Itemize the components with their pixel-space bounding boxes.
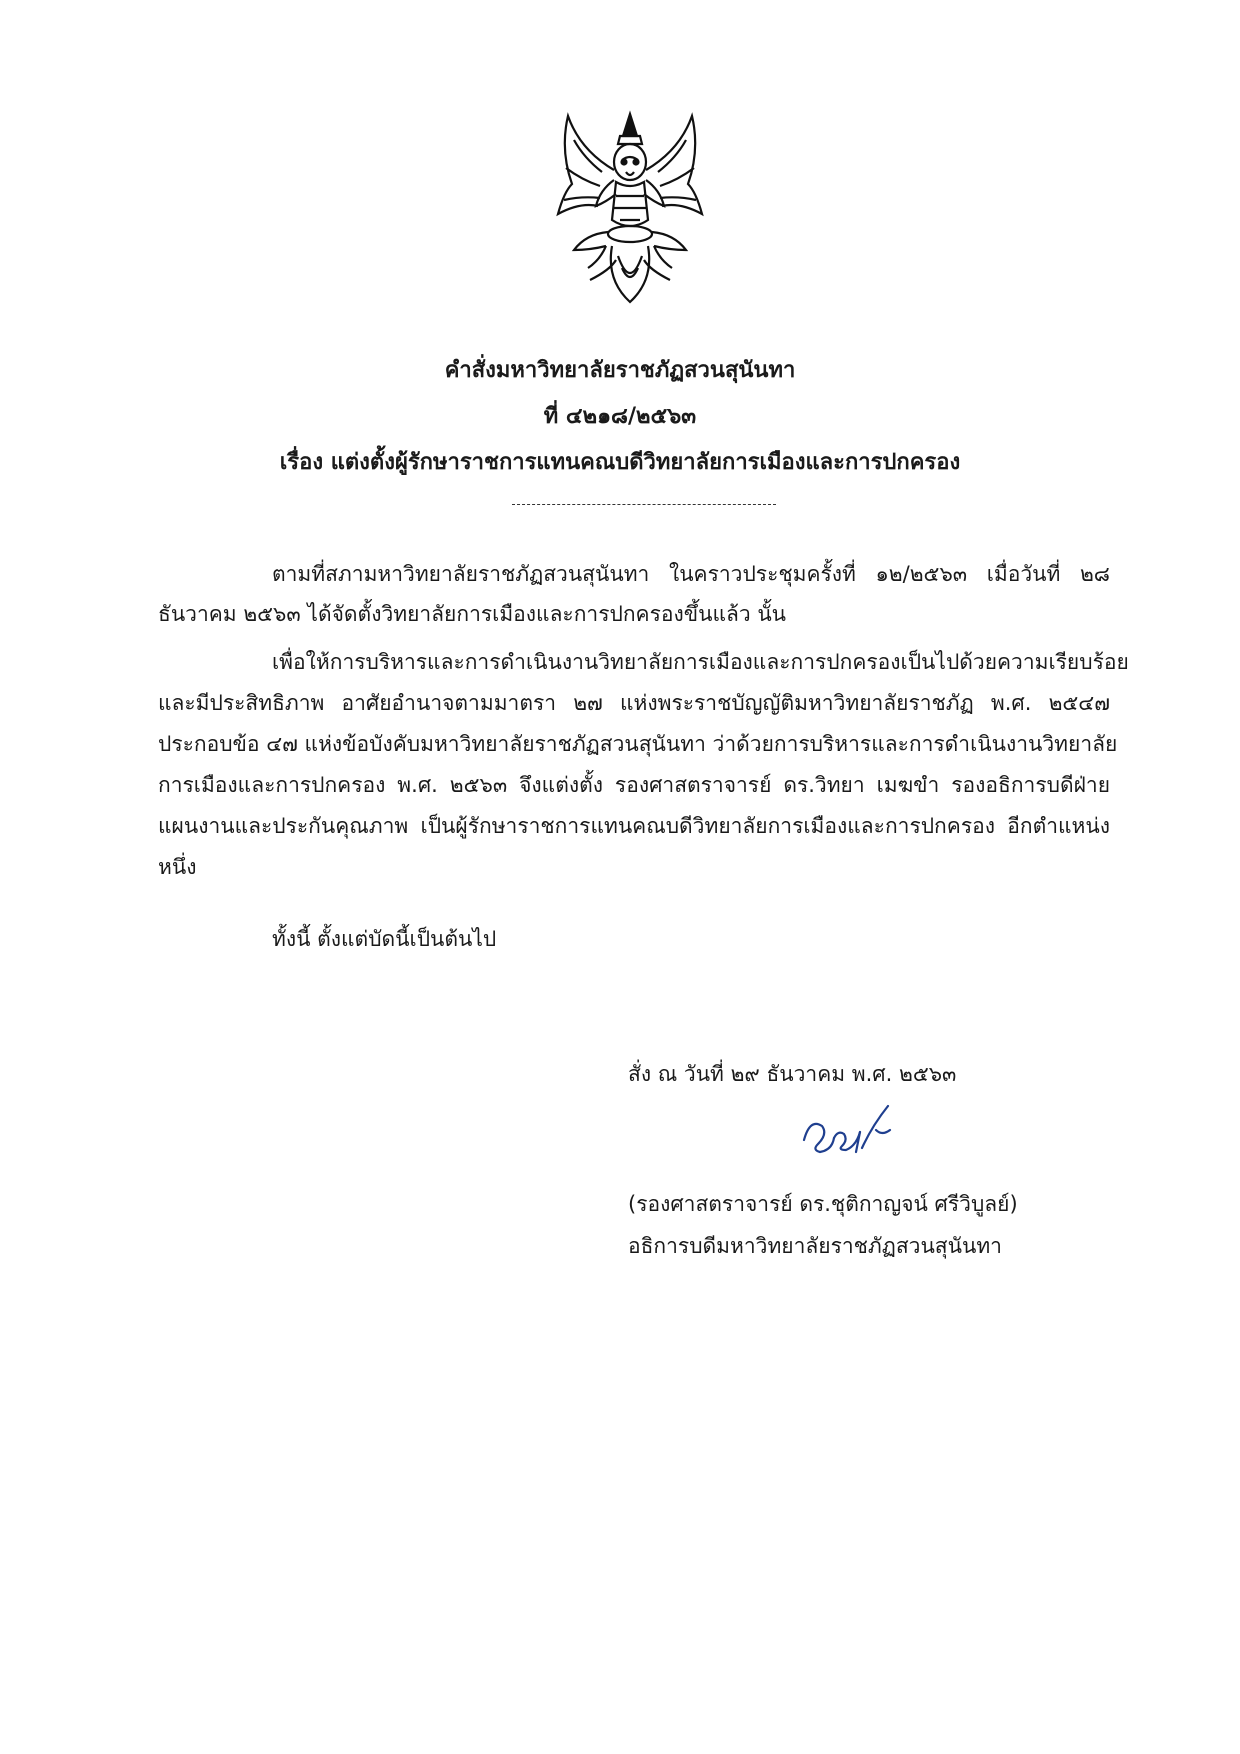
body-line: ธันวาคม ๒๕๖๓ ได้จัดตั้งวิทยาลัยการเมืองและการปกครองขึ้นแล้ว นั้น — [158, 602, 787, 626]
body-line: ประกอบข้อ ๔๗ แห่งข้อบังคับมหาวิทยาลัยราชภัฏสวนสุนันทา ว่าด้วยการบริหารและการดำเนินงานวิทยาลัย — [158, 732, 1118, 756]
effective-clause: ทั้งนี้ ตั้งแต่บัดนี้เป็นต้นไป — [272, 927, 497, 951]
header-divider — [512, 504, 776, 505]
order-subject: เรื่อง แต่งตั้งผู้รักษาราชการแทนคณบดีวิทยาลัยการเมืองและการปกครอง — [279, 450, 961, 475]
order-date: สั่ง ณ วันที่ ๒๙ ธันวาคม พ.ศ. ๒๕๖๓ — [628, 1062, 957, 1086]
garuda-emblem — [550, 110, 710, 310]
order-title: คำสั่งมหาวิทยาลัยราชภัฏสวนสุนันทา — [444, 358, 796, 383]
body-line: หนึ่ง — [158, 855, 197, 879]
body-line: ตามที่สภามหาวิทยาลัยราชภัฏสวนสุนันทา ในคราวประชุมครั้งที่ ๑๒/๒๕๖๓ เมื่อวันที่ ๒๘ — [272, 562, 1110, 586]
body-line: แผนงานและประกันคุณภาพ เป็นผู้รักษาราชการแทนคณบดีวิทยาลัยการเมืองและการปกครอง อีกตำแหน่ง — [158, 814, 1110, 838]
body-line: เพื่อให้การบริหารและการดำเนินงานวิทยาลัยการเมืองและการปกครองเป็นไปด้วยความเรียบร้อย — [272, 650, 1129, 674]
signer-position: อธิการบดีมหาวิทยาลัยราชภัฏสวนสุนันทา — [628, 1234, 1002, 1258]
signer-name: (รองศาสตราจารย์ ดร.ชุติกาญจน์ ศรีวิบูลย์) — [628, 1192, 1018, 1216]
body-line: การเมืองและการปกครอง พ.ศ. ๒๕๖๓ จึงแต่งตั้ง รองศาสตราจารย์ ดร.วิทยา เมฆขำ รองอธิการบดีฝ่าย — [158, 773, 1110, 797]
signature-mark — [798, 1100, 908, 1160]
order-number: ที่ ๔๒๑๘/๒๕๖๓ — [543, 404, 697, 429]
body-line: และมีประสิทธิภาพ อาศัยอำนาจตามมาตรา ๒๗ แห่งพระราชบัญญัติมหาวิทยาลัยราชภัฏ พ.ศ. ๒๕๔๗ — [158, 691, 1110, 715]
